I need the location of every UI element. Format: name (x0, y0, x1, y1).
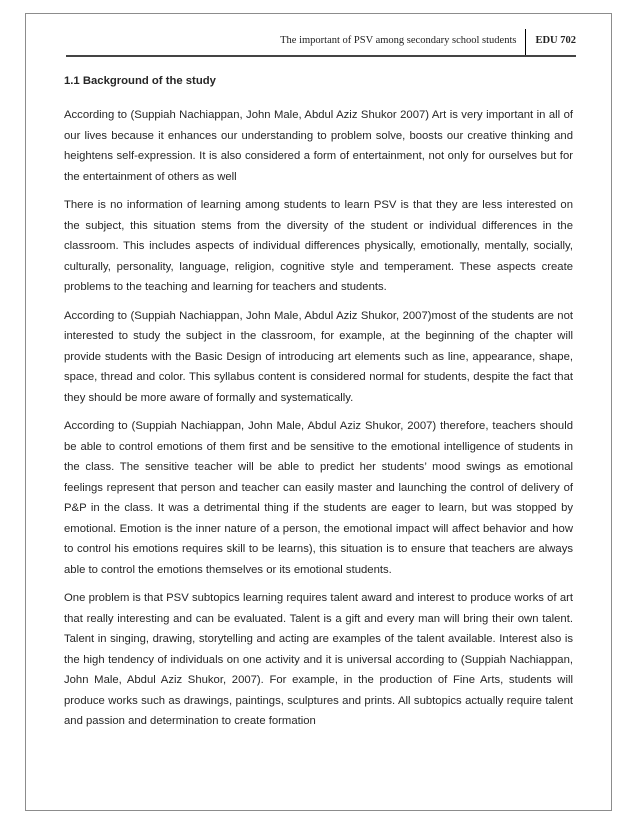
paragraph-2: There is no information of learning among students to learn PSV is that they are less interested on the subject, this situation stems from the diversity of the student or individual differences in the classroom. This includes aspects of individual differences physically, emotionally, mentally, socially, culturally, personality, language, religion, cognitive style and temperament. These aspects create problems to the teaching and learning for teachers and students. (64, 199, 573, 293)
running-header (280, 35, 576, 49)
header-course-code: EDU 702 (535, 35, 576, 46)
paragraph-4: According to (Suppiah Nachiappan, John Male, Abdul Aziz Shukor, 2007) therefore, teachers should be able to control emotions of them first and be sensitive to the emotional intelligence of students in the class. The sensitive teacher will be able to predict her students’ mood swings as emotional feelings represent that person and teacher can easily master and launching the control of delivery of P&P in the class. It was a detrimental thing if the students are eager to learn, but was stopped by emotional. Emotion is the inner nature of a person, the emotional impact will affect behavior and how to control his emotions requires skill to be learns), this situation is to ensure that teachers are always able to control the emotions themselves or its emotional students. (64, 420, 573, 576)
paragraph-1: According to (Suppiah Nachiappan, John Male, Abdul Aziz Shukor 2007) Art is very important in all of our lives because it enhances our understanding to problem solve, boosts our creative thinking and heightens self-expression. It is also considered a form of entertainment, not only for ourselves but for the entertainment of others as well (64, 109, 573, 183)
header-rule (66, 55, 576, 57)
paragraph-5: One problem is that PSV subtopics learning requires talent award and interest to produce works of art that really interesting and can be evaluated. Talent is a gift and every man will bring their own talent. Talent in singing, drawing, storytelling and acting are examples of the talent available. Interest also is the high tendency of individuals on one activity and it is universal according to (Suppiah Nachiappan, John Male, Abdul Aziz Shukor, 2007). For example, in the production of Fine Arts, students will produce works such as drawings, paintings, sculptures and prints. All subtopics actually require talent and passion and determination to create formation (64, 592, 573, 727)
paragraph-3: According to (Suppiah Nachiappan, John Male, Abdul Aziz Shukor, 2007)most of the students are not interested to study the subject in the classroom, for example, at the beginning of the chapter will provide students with the Basic Design of introducing art elements such as line, appearance, shape, space, thread and color. This syllabus content is considered normal for students, despite the fact that they should be more aware of formally and systematically. (64, 309, 573, 404)
header-title: The important of PSV among secondary school students (280, 35, 517, 46)
document-body (64, 71, 573, 740)
section-heading: 1.1 Background of the study (64, 75, 216, 87)
